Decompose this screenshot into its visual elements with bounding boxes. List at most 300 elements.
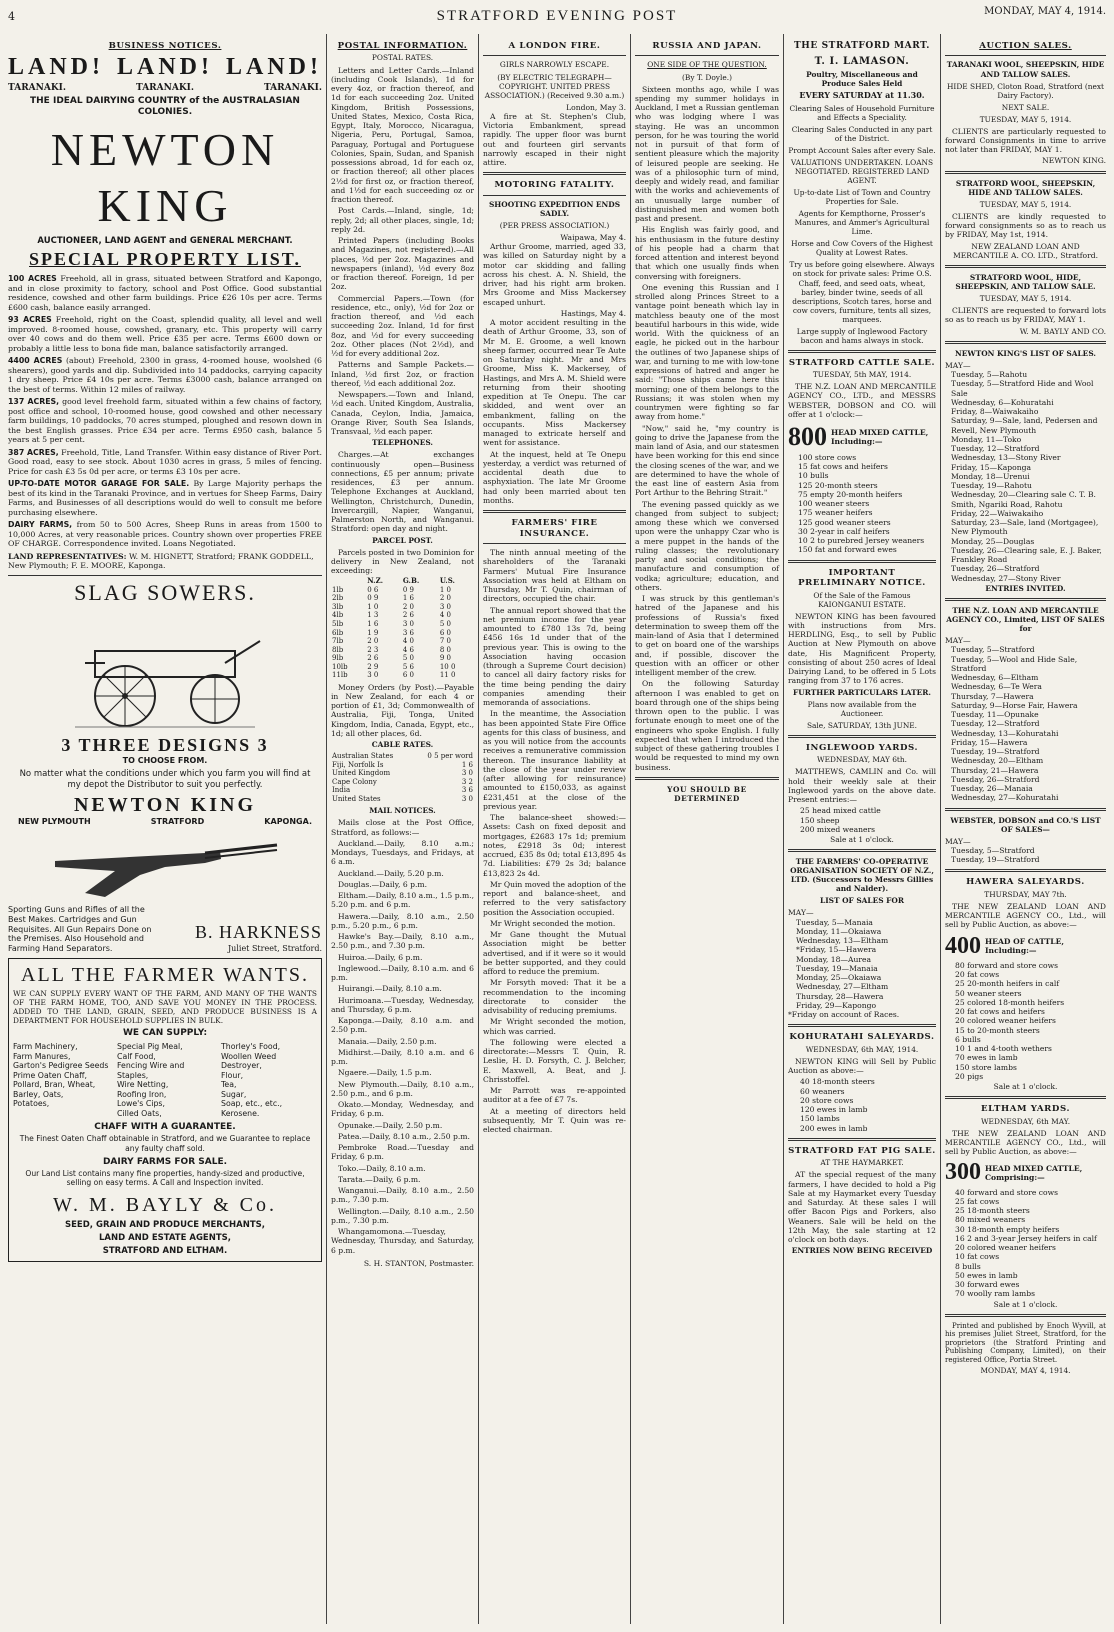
table-row [331, 637, 474, 646]
table-row [331, 786, 474, 795]
property-item: 93 ACRES Freehold, right on the Coast, splendid quality, all level and well improved. 8-roomed house, cowshed, granary, etc. This property will carry over 40 cows and do them well. Price £35 per acre. Terms £600 down or probably a little less to bona fide man, balance satisfactorily arranged. [8, 315, 322, 353]
mail-item: Hurimoana.—Tuesday, Wednesday, and Thursday, 6 p.m. [331, 995, 474, 1014]
table-cell: 2 6 [402, 611, 414, 620]
head-count: 800 [788, 422, 827, 452]
cattle-intro: THE N.Z. LOAN AND MERCANTILE AGENCY CO., LTD., and MESSRS WEBSTER, DOBSON and CO. will offer at 1 o'clock:— [788, 382, 936, 419]
sale-item: Tuesday, 5—Wool and Hide Sale, Stratford [951, 654, 1078, 673]
cattle-item: 16 2 and 3-year Jersey heifers in calf [955, 1233, 1097, 1243]
headline-farmers-fire-insurance: FARMERS' FIRE INSURANCE. [511, 518, 598, 539]
table-cell: 2lb [332, 594, 344, 603]
cattle-item: 80 forward and store cows [955, 960, 1058, 970]
mart-sub: Poultry, Miscellaneous and Produce Sales Held [806, 70, 918, 89]
table-cell: 4 6 [402, 645, 414, 654]
supply-column: Thorley's Food, Woollen Weed Destroyer, Flour, Tea, Sugar, Soap, etc., etc., Kerosene. [221, 1042, 283, 1118]
property-item: UP-TO-DATE MOTOR GARAGE FOR SALE. By Large Majority perhaps the best of its kind in the Taranaki Province, and in vertues for Sheep Farms, Dairy Farms, and Businesses of all descriptions would do well to consult me before purchasing elsewhere. [8, 479, 322, 517]
three-designs: 3 THREE DESIGNS 3 [61, 734, 269, 755]
sale-item: Saturday, 9—Sale, land, Pedersen and Revell, New Plymouth [951, 416, 1098, 435]
every-saturday: EVERY SATURDAY at 11.30. [799, 90, 925, 101]
postal-heading: POSTAL INFORMATION. [337, 41, 468, 51]
nk-list-heading: NEWTON KING'S LIST OF SALES. [955, 348, 1096, 358]
insurance-article [483, 548, 626, 1134]
column-mart-sales [783, 34, 940, 1624]
table-cell: 3 6 [461, 786, 473, 795]
mart-line: Agents for Kempthorne, Prosser's Manures, and Ammer's Agricultural Lime. [794, 209, 930, 237]
cattle-item: 10 2 to purebred Jersey weaners [798, 536, 925, 546]
mail-item: Okato.—Monday, Wednesday, and Friday, 6 p.m. [331, 1100, 474, 1119]
town: STRATFORD [150, 817, 205, 827]
table-cell: 7 0 [439, 637, 451, 646]
mart-line: Try us before going elsewhere. Always on stock for private sales: Prime O.S. Chaff, feed, and seed oats, wheat, barley, binder twine, seeds of all descriptions, Scotch tares, horse and cow covers, furniture, tents all sizes, marquees. [789, 260, 935, 324]
postal-paragraph: Patterns and Sample Packets.—Inland, ½d first 2oz, or fraction thereof, ½d each additional 2oz. [331, 360, 474, 388]
mail-item: Opunake.—Daily, 2.50 p.m. [338, 1120, 443, 1130]
special-property-list-title: SPECIAL PROPERTY LIST. [29, 249, 301, 270]
sale-item: Tuesday, 19—Rahotu [951, 481, 1032, 491]
mail-item: Tarata.—Daily, 6 p.m. [338, 1174, 421, 1184]
cattle-item: 25 colored 18-month heifers [955, 997, 1065, 1007]
property-item: 137 ACRES, good level freehold farm, situated within a few chains of factory, post office and school, 10-roomed house, good cowshed and other necessary farm buildings, 10 paddocks, 70 acres stumped, ploughed and resown down in the best English grasses. Price £34 per acre. Terms £950 cash, balance 5 years at 5 per cent. [8, 397, 322, 445]
mart-line: Large supply of Inglewood Factory bacon and hams always in stock. [796, 326, 928, 345]
a2-sign: NEW ZEALAND LOAN AND MERCANTILE A. CO. LTD., Stratford. [952, 241, 1099, 260]
inglewood-heading: INGLEWOOD YARDS. [805, 742, 919, 753]
mail-notices-heading: MAIL NOTICES. [369, 806, 436, 816]
a3-date: TUESDAY, MAY 5, 1914. [979, 294, 1072, 304]
parcel-rate-table [331, 577, 474, 679]
table-cell: United States [332, 794, 381, 803]
table-cell: 2 6 [367, 654, 379, 663]
slag-sower-illustration [55, 611, 275, 731]
table-cell: 1 0 [367, 602, 379, 611]
cattle-item: 50 weaner steers [955, 988, 1022, 998]
sale-item: Friday, 22—Waiwakaiho [951, 508, 1044, 518]
column-russia-japan [630, 34, 783, 1624]
table-header-row [331, 577, 474, 586]
mail-intro: Mails close at the Post Office, Stratford, as follows:— [331, 818, 474, 837]
table-cell: 5 0 [402, 654, 414, 663]
dateline: London, May 3. [566, 102, 626, 112]
kohuratahi-date: WEDNESDAY, 6th MAY, 1914. [805, 1044, 919, 1054]
a3-heading: STRATFORD WOOL, HIDE, SHEEPSKIN, AND TALLOW SALE. [955, 273, 1096, 292]
sale-item: Wednesday, 6—Eltham [951, 673, 1039, 683]
can-supply-heading: WE CAN SUPPLY: [122, 1028, 208, 1039]
mart-lines [788, 104, 936, 345]
shotgun-illustration [45, 831, 285, 901]
slag-text: No matter what the conditions under which you farm you will find at my depot the Distributor to suit you perfectly. [19, 769, 311, 790]
sale-item: Monday, 25—Okaiawa [796, 973, 882, 983]
sale-item: Tuesday, 19—Stratford [951, 855, 1040, 865]
article-paragraph: In the meantime, the Association has been appointed State Fire Office agents for this class of business, and as you will notice from the accounts receives a remunerative commission thereon. The insurance liability at the close of the year under review (after allowing for reinsurance) amounted to £150,033, as against £231,451 at the close of the previous year. [483, 709, 626, 811]
bayly-sub: LAND AND ESTATE AGENTS, [98, 1233, 231, 1243]
wire-credit: (BY ELECTRIC TELEGRAPH—COPYRIGHT. UNITED PRESS ASSOCIATION.) (Received 9.30 a.m.) [484, 72, 625, 100]
mail-item: Pembroke Road.—Tuesday and Friday, 6 p.m. [331, 1143, 474, 1162]
mail-item: Midhirst.—Daily, 8.10 a.m. and 6 p.m. [331, 1047, 474, 1067]
hawera-items [945, 961, 1106, 1081]
eltham-close: Sale at 1 o'clock. [993, 1299, 1058, 1309]
headline-motoring-fatality: MOTORING FATALITY. [494, 180, 615, 191]
table-header-cell [331, 577, 366, 586]
a2-text: CLIENTS are kindly requested to forward consignments so as to reach us by FRIDAY, May 1st, 1914. [945, 211, 1106, 240]
sale-date: Sale, SATURDAY, 13th JUNE. [806, 720, 918, 730]
property-item: DAIRY FARMS, from 50 to 500 Acres, Sheep Runs in areas from 1500 to 10,000 Acres, at very reasonable prices. Country shown over properties FREE OF CHARGE. Correspondence invited. Loans Negotiated. [8, 520, 323, 549]
town: NEW PLYMOUTH [18, 817, 91, 827]
table-cell: 2 0 [439, 594, 451, 603]
table-row [331, 629, 474, 638]
table-row [331, 654, 474, 663]
sale-item: Tuesday, 26—Clearing sale, E. J. Baker, Frankley Road [951, 545, 1102, 565]
cattle-item: 200 ewes in lamb [800, 1123, 868, 1133]
parcel-post-heading: PARCEL POST. [372, 535, 433, 545]
sale-item: Tuesday, 5—Rahotu [951, 370, 1028, 380]
cattle-item: 30 forward ewes [955, 1280, 1020, 1290]
sale-item: Wednesday, 13—Eltham [796, 936, 889, 946]
table-cell: 9lb [332, 654, 344, 663]
article-paragraph: Sixteen months ago, while I was spending my summer holidays in Auckland, I met a Russian gentleman who was lodging where I was staying. He was an uncommon person, for he was touring the world not in pursuit of that form of sentient pleasure which the majority of leisured people are seeking. He was of a philosophic turn of mind, deeply and widely read, and familiar with the works and achievements of an unusually large number of distinguished men and women both past and present. [635, 84, 779, 224]
entries-text: ENTRIES NOW BEING RECEIVED [791, 1246, 933, 1256]
sale-item: Tuesday, 5—Manaia [796, 917, 873, 927]
table-cell: 7lb [332, 637, 344, 646]
sale-item: Wednesday, 27—Stony River [951, 573, 1061, 583]
head-count-text: HEAD MIXED CATTLE, Comprising:— [985, 1163, 1083, 1183]
cattle-item: 40 18-month steers [800, 1077, 875, 1087]
mail-item: Manaia.—Daily, 2.50 p.m. [338, 1036, 437, 1046]
cattle-item: 25 fat cows [955, 1196, 1000, 1206]
mart-line: Clearing Sales Conducted in any part of the District. [791, 125, 933, 144]
wire-credit: (PER PRESS ASSOCIATION.) [499, 220, 610, 230]
town: KAPONGA. [264, 817, 312, 827]
mail-item: Toko.—Daily, 8.10 a.m. [338, 1163, 426, 1173]
column-auction-sales [940, 34, 1110, 1624]
table-row [331, 795, 474, 804]
table-header-cell: U.S. [439, 576, 455, 586]
cattle-item: 125 20-month steers [798, 480, 878, 490]
hawera-heading: HAWERA SALEYARDS. [966, 877, 1085, 888]
supply-columns [13, 1042, 317, 1118]
a2-date: TUESDAY, MAY 5, 1914. [979, 199, 1072, 209]
cattle-item: 80 mixed weaners [955, 1215, 1026, 1225]
kohuratahi-items [788, 1077, 936, 1133]
table-cell: 2 3 [367, 645, 379, 654]
kohuratahi-text: NEWTON KING will Sell by Public Auction as above:— [788, 1056, 936, 1076]
sale-item: Wednesday, 20—Clearing sale C. T. B. Smith, Ngariki Road, Rahotu [951, 490, 1096, 509]
sale-item: Wednesday, 13—Stony River [951, 453, 1061, 463]
bayly-sub: STRATFORD AND ELTHAM. [102, 1246, 228, 1257]
dairy-sale-heading: DAIRY FARMS FOR SALE. [102, 1156, 228, 1167]
coop-items [788, 918, 936, 1011]
masthead [0, 0, 1114, 34]
dateline: Waipawa, May 4. [560, 232, 626, 242]
table-cell: 6 0 [402, 671, 414, 680]
dateline: Hastings, May 4. [560, 308, 626, 318]
cattle-sale-heading: STRATFORD CATTLE SALE. [788, 357, 936, 368]
table-row [331, 586, 474, 595]
pig-sale-sub: AT THE HAYMARKET. [820, 1158, 904, 1168]
farmer-wants-title: ALL THE FARMER WANTS. [21, 963, 309, 986]
article-paragraph: His English was fairly good, and his enthusiasm in the future destiny of his people had a charm that forced attention and interest beyond that which one usually finds when conversing with foreigners. [635, 225, 779, 281]
mart-line: VALUATIONS UNDERTAKEN. LOANS NEGOTIATED. REGISTERED LAND AGENT. [790, 158, 934, 186]
table-cell: 10lb [332, 662, 348, 671]
guns-text: Sporting Guns and Rifles of all the Best Makes. Cartridges and Gun Requisites. All Gun Repairs Done on the Premises. Also Household and Farming Hand Separators. [8, 905, 152, 954]
sale-item: Tuesday, 5—Stratford [951, 845, 1035, 855]
bayly-logo: W. M. BAYLY & Co. [52, 1194, 278, 1217]
farmer-wants-text: WE CAN SUPPLY EVERY WANT OF THE FARM, AND MANY OF THE WANTS OF THE FARM HOME, TOO, AND SAVE YOU MONEY IN THE PROCESS. ADDED TO THE LAND, GRAIN, SEED, AND PRODUCE BUSINESS IS A DEPARTMENT FOR HOUSEHOLD SUPPLIES IN BULK. [13, 989, 317, 1026]
postal-paragraph: Printed Papers (including Books and Magazines, not registered).—All places, ½d per 2oz. Magazines and newspapers (inland), ½d every 8oz or fraction thereof. Foreign, 1d per 2oz. [331, 236, 474, 292]
cattle-item: 200 mixed weaners [800, 824, 876, 834]
a1-heading: TARANAKI WOOL, SHEEPSKIN, HIDE AND TALLOW SALES. [946, 60, 1105, 79]
nk-sale-items [945, 370, 1106, 583]
webster-month: MAY— [945, 836, 971, 846]
cattle-400 [945, 932, 1106, 961]
eltham-date: WEDNESDAY, 6th MAY. [980, 1116, 1071, 1126]
table-cell: 5 6 [402, 662, 414, 671]
taranaki-word: TARANAKI. [135, 82, 195, 93]
cattle-item: 10 bulls [798, 471, 829, 481]
sale-item: Thursday, 28—Hawera [796, 991, 884, 1001]
table-cell: 1 6 [461, 760, 473, 769]
sale-item: Tuesday, 26—Stratford [951, 774, 1040, 784]
hawera-text: THE NEW ZEALAND LOAN AND MERCANTILE AGENCY CO., Ltd., will sell by Public Auction, as above:— [945, 901, 1106, 930]
mail-item: Wellington.—Daily, 8.10 a.m., 2.50 p.m., 7.30 p.m. [331, 1206, 474, 1225]
sale-item: Wednesday, 27—Kohuratahi [951, 793, 1059, 803]
cattle-item: 15 to 20-month steers [955, 1025, 1040, 1035]
sale-item: Wednesday, 20—Eltham [951, 756, 1044, 766]
cattle-item: 20 colored weaner heifers [955, 1243, 1056, 1253]
article-paragraph: The annual report showed that the net premium income for the year amounted to £780 13s 7d, being £456 16s 1d under that of the previous year. This is owing to the Association having occasion (through a Supreme Court decision) to cancel all dairy factory risks for the time being pending the dairy companies amending their memoranda of associations. [483, 605, 626, 708]
cattle-item: 50 ewes in lamb [955, 1270, 1018, 1280]
table-cell: 1 6 [367, 619, 379, 628]
newton-king-logo-2: NEWTON KING [73, 793, 257, 816]
pig-sale-text: AT the special request of the many farmers, I have decided to hold a Pig Sale at my Haymarket every Tuesday and Saturday. At these sales I will offer Bacon Pigs and Porkers, also Weaners. Sale will be held on the 12th May, the sale starting at 12 o'clock on both days. [788, 1170, 936, 1245]
article-paragraph: Mr Parrott was re-appointed auditor at a fee of £7 7s. [483, 1086, 626, 1105]
sale-item: Tuesday, 5—Stratford [951, 645, 1035, 655]
postmaster-signoff: S. H. STANTON, Postmaster. [363, 1258, 474, 1268]
cattle-item: 40 forward and store cows [955, 1187, 1058, 1197]
loan-sale-items [945, 645, 1106, 802]
cattle-item: 10 1 and 4-tooth wethers [955, 1044, 1052, 1054]
table-cell: United Kingdom [332, 769, 391, 778]
table-cell: 4 0 [402, 637, 414, 646]
mail-item: Huirangi.—Daily, 8.10 a.m. [338, 984, 442, 994]
cattle-300 [945, 1158, 1106, 1187]
table-cell: 3 0 [439, 602, 451, 611]
article-paragraph: The balance-sheet showed:—Assets: Cash on fixed deposit and mortgages, £2683 17s 1d; premium notes, £2918 3s 0d; interest accrued, £35 8s 0d; total £13,895 4s 7d. Liabilities: £79 2s 3d; balance £13,823 2s 4d. [483, 813, 626, 878]
article-paragraph: At a meeting of directors held subsequently, Mr T. Quin was re-elected chairman. [483, 1106, 626, 1135]
bayly-farmer-ad [8, 958, 322, 1262]
table-cell: 1 3 [367, 611, 379, 620]
sale-item: Monday, 25—Douglas [951, 536, 1035, 546]
table-cell: Australian States [332, 752, 394, 761]
russia-article [635, 85, 779, 772]
mail-item: Eltham.—Daily, 8.10 a.m., 1.5 p.m., 5.20 p.m. and 6 p.m. [331, 891, 474, 910]
article-paragraph: On the following Saturday afternoon I was enabled to get on board through one of the ships being thrown open to the public. I was fortunate enough to meet one of the engineers who spoke English. I fully expected that when I introduced the subject of these gathering troubles I would be requested to mind my own business. [635, 679, 779, 772]
table-cell: 3 0 [402, 619, 414, 628]
article-paragraph: Mr Wright seconded the motion, which was carried. [483, 1017, 626, 1036]
mail-item: Hawke's Bay.—Daily, 8.10 a.m., 2.50 p.m., and 7.30 p.m. [331, 932, 474, 951]
land-list-text: Our Land List contains many fine properties, handy-sized and productive, selling on easy terms. A Call and Inspection invited. [25, 1168, 305, 1187]
sale-item: *Friday, 15—Hawera [796, 945, 877, 955]
article-paragraph: Mr Gane thought the Mutual Association might be better advertised, and if it were so it would be better supported, and they could afford to reduce the premium. [483, 930, 626, 977]
slag-sowers-title: SLAG SOWERS. [74, 579, 256, 605]
article-paragraph: One evening this Russian and I strolled along Princes Street to a vantage point beneath which lay in matchless beauty one of the most beautiful harbours in this wide, wide world. With the quickness of an eagle, he picked out in the harbour the outlines of two Japanese ships of war, and turning to me with low-tone expressions of hatred and anger he said: "Those ships came here this morning; one of them belongs to the Russians; it was stolen when my countrymen were fighting so far away from home." [635, 282, 779, 422]
land-banner [8, 53, 322, 82]
head-count: 300 [945, 1159, 981, 1186]
eltham-heading: ELTHAM YARDS. [980, 1104, 1071, 1115]
head-count-text: HEAD OF CATTLE, Including:— [985, 936, 1065, 956]
pig-sale-heading: STRATFORD FAT PIG SALE. [788, 1145, 936, 1156]
plans-text: Plans now available from the Auctioneer. [807, 699, 917, 718]
article-paragraph: A fire at St. Stephen's Club, Victoria Embankment, spread rapidly. The upper floor was burnt out and fourteen girl servants narrowly escaped in their night attire. [483, 111, 626, 168]
tagline: THE IDEAL DAIRYING COUNTRY of the AUSTRALASIAN COLONIES. [30, 95, 300, 117]
mail-list [331, 839, 474, 1255]
article-paragraph: I was struck by this gentleman's hatred of the Japanese and his professions of Russia's fixed determination to sweep them off the main-land of Asia that I determined to get on board one of the warships and, if possible, discover the question with an officer or other intelligent member of the crew. [635, 594, 779, 678]
table-cell: 11 0 [439, 671, 456, 680]
column-postal-information [326, 34, 478, 1624]
table-cell: 0 5 per word [427, 752, 473, 761]
auction-heading: AUCTION SALES. [979, 41, 1072, 51]
table-cell: 6lb [332, 628, 344, 637]
table-cell: 8lb [332, 645, 344, 654]
table-row [331, 778, 474, 787]
coop-heading: THE FARMERS' CO-OPERATIVE ORGANISATION SOCIETY OF N.Z., LTD. (Successors to Messrs Gillies and Nalder). [790, 857, 934, 894]
property-item: 387 ACRES, Freehold, Title, Land Transfer. Within easy distance of River Port. Good road, easy to see stock. About 1030 acres in grass, 5 miles of fencing. Price for cash £3 5s 0d per acre, or terms £3 10s per acre. [8, 447, 322, 476]
sale-item: Tuesday, 11—Opunake [951, 710, 1039, 720]
a2-heading: STRATFORD WOOL, SHEEPSKIN, HIDE AND TALLOW SALES. [955, 178, 1096, 197]
sale-item: Tuesday, 19—Manaia [796, 963, 878, 973]
taranaki-row [8, 83, 322, 94]
a1-sign: NEWTON KING. [1042, 156, 1106, 166]
telephones-heading: TELEPHONES. [372, 438, 433, 448]
table-row [331, 769, 474, 778]
property-list [8, 274, 322, 549]
table-cell: 2 9 [367, 662, 379, 671]
table-row [331, 620, 474, 629]
coop-list-heading: LIST OF SALES FOR [820, 896, 904, 906]
property-item: 4400 ACRES (about) Freehold, 2300 in grass, 4-roomed house, woolshed (6 shearers), good yards and dip. Subdivided into 14 paddocks, carrying capacity 1 dry sheep. Price £4 10s per acre. Terms £3000 cash, balance arranged on the best of terms. Within 12 miles of railway. [8, 356, 323, 394]
headline-russia-japan: RUSSIA AND JAPAN. [652, 41, 762, 51]
sale-item: Wednesday, 6—Kohuratahi [951, 397, 1054, 407]
table-cell: 9 0 [439, 654, 451, 663]
cable-rate-table [331, 752, 474, 803]
mart-line: Up-to-date List of Town and Country Properties for Sale. [793, 188, 931, 207]
mart-owner: T. I. LAMASON. [814, 55, 910, 67]
subhead: ONE SIDE OF THE QUESTION. [647, 60, 767, 70]
taranaki-word: TARANAKI. [8, 82, 67, 93]
sale-item: Tuesday, 12—Stratford [951, 444, 1040, 454]
table-row [331, 603, 474, 612]
mail-item: Auckland.—Daily, 8.10 a.m.; Mondays, Tuesdays, and Fridays, at 6 a.m. [331, 838, 474, 867]
mart-line: Horse and Cow Covers of the Highest Quality at Lowest Rates. [791, 239, 933, 258]
sale-item: Tuesday, 12—Stratford [951, 719, 1040, 729]
sale-item: Wednesday, 13—Kohuratahi [951, 728, 1059, 738]
cattle-item: 25 20-month heifers in calf [955, 979, 1060, 989]
table-row [331, 752, 474, 761]
postal-paragraph: Commercial Papers.—Town (for residence, etc., only), ½d for 2oz or fraction thereof, and ½d each succeeding 2oz. Inland, 1d for first 8oz, and ½d for every succeeding 2oz. Other places (Not 2½d), and ½d for every additional 2oz. [331, 293, 474, 359]
cattle-item: 175 weaner heifers [798, 508, 873, 518]
table-row [331, 594, 474, 603]
cattle-item: 20 pigs [955, 1071, 984, 1081]
cattle-item: 30 2-year in calf heifers [798, 526, 890, 536]
cattle-item: 30 18-month empty heifers [955, 1224, 1060, 1234]
sale-item: Saturday, 23—Sale, land (Mortgagee), New Plymouth [951, 518, 1099, 537]
mail-item: Hawera.—Daily, 8.10 a.m., 2.50 p.m., 5.20 p.m., 6 p.m. [331, 911, 474, 930]
cattle-item: 100 weaner steers [798, 499, 870, 509]
bayly-sub: SEED, GRAIN AND PRODUCE MERCHANTS, [65, 1219, 265, 1230]
a1-place: HIDE SHED, Cloton Road, Stratford (next Dairy Factory). [946, 81, 1105, 100]
a3-sign: W. M. BAYLY AND CO. [1019, 326, 1106, 336]
postal-rates-heading: POSTAL RATES. [371, 53, 434, 63]
sale-item: Tuesday, 26—Stratford [951, 564, 1040, 574]
table-cell: 8 0 [439, 645, 451, 654]
sale-item: Tuesday, 19—Stratford [951, 747, 1040, 757]
table-cell: Cape Colony [332, 777, 377, 786]
byline: (By T. Doyle.) [682, 72, 732, 82]
next-sale: NEXT SALE. [1001, 102, 1050, 112]
footer-determined: YOU SHOULD BE DETERMINED [667, 784, 747, 803]
coop-month: MAY— [788, 908, 814, 918]
table-cell: 3 2 [461, 777, 473, 786]
sale-item: Thursday, 21—Hawera [951, 765, 1039, 775]
page-number: 4 [8, 10, 15, 23]
a1-text: CLIENTS are particularly requested to forward Consignments in time to arrive not later than FRIDAY, MAY 1. [945, 126, 1106, 155]
loan-list-heading: THE N.Z. LOAN AND MERCANTILE AGENCY CO., Limited, LIST OF SALES for [946, 605, 1105, 633]
cattle-item: 150 fat and forward ewes [798, 545, 897, 555]
eltham-text: THE NEW ZEALAND LOAN AND MERCANTILE AGENCY CO., Ltd., will sell by Public Auction, as above:— [945, 1128, 1106, 1157]
article-paragraph: The ninth annual meeting of the shareholders of the Taranaki Farmers' Mutual Fire Insurance Association was held at Eltham on Thursday, Mr T. Quin, chairman of directors, occupied the chair. [483, 548, 626, 604]
sale-item: Friday, 15—Kaponga [951, 462, 1031, 472]
cattle-item: 10 fat cows [955, 1252, 1000, 1262]
table-row [331, 671, 474, 680]
article-paragraph: Mr Forsyth moved: That it be a recommendation to the incoming directorate to consider the advisability of reducing premiums. [483, 978, 626, 1016]
choose-from: TO CHOOSE FROM. [122, 756, 208, 766]
article-paragraph: The following were elected a directorate:—Messrs T. Quin, R. Leslie, H. D. Forsyth, C. J. Belcher, E. Maxwell, A. Beat, and J. Chrisstoffel. [483, 1037, 626, 1084]
table-cell: 3 6 [402, 628, 414, 637]
mail-item: Huiroa.—Daily, 6 p.m. [338, 952, 423, 962]
cattle-item: 150 lambs [800, 1114, 840, 1124]
table-cell: Fiji, Norfolk Is [332, 760, 384, 769]
mail-item: Douglas.—Daily, 6 p.m. [338, 879, 427, 889]
table-cell: 4 0 [439, 611, 451, 620]
table-cell: 11lb [332, 671, 348, 680]
table-cell: 2 0 [402, 602, 414, 611]
coop-note: *Friday on account of Races. [788, 1010, 900, 1020]
loan-month: MAY— [945, 636, 971, 646]
article-paragraph: A motor accident resulting in the death of Arthur Groome, 33, son of Mr M. E. Groome, a well known sheep farmer, occurred near Te Aute on Saturday night. Mr and Mrs Groome, Miss K. Mackersey, of Hastings, and Mrs A. M. Shield were returning from their shooting expedition at Te Onepu. The car skidded, and went over an embankment, falling on the occupants. Miss Mackersey managed to extricate herself and went for assistance. [483, 318, 626, 448]
mart-heading: THE STRATFORD MART. [793, 41, 931, 51]
inglewood-date: WEDNESDAY, MAY 6th. [816, 755, 908, 765]
postal-paragraph: Letters and Letter Cards.—Inland (including Cook Islands), 1d for every 4oz, or fraction thereof, and 1d for each succeeding 2oz. United Kingdom, British Possessions, United States, Mexico, Costa Rica, Egypt, Italy, Morocco, Nicaragua, Nigeria, Peru, Portugal, Samoa, Paraguay, Portugal and Portuguese Colonies, Spain, Sudan, and Spanish possessions abroad, 1d for each oz, or fraction thereof; all other places 2½d for first oz, or fraction thereof, and 1½d for each succeeding oz or fraction thereof. [331, 65, 474, 205]
mail-item: Patea.—Daily, 8.10 a.m., 2.50 p.m. [338, 1131, 470, 1141]
head-count: 400 [945, 932, 981, 959]
table-row [331, 761, 474, 770]
table-cell: 0 9 [367, 594, 379, 603]
cattle-item: 150 sheep [800, 815, 840, 825]
chaff-text: The Finest Oaten Chaff obtainable in Stratford, and we Guarantee to replace any faulty chaff sold. [19, 1134, 311, 1153]
cattle-item: 20 fat cows and heifers [955, 1007, 1045, 1017]
column-news [478, 34, 630, 1624]
sale-item: Friday, 15—Hawera [951, 737, 1028, 747]
cattle-sale-date: TUESDAY, 5th MAY, 1914. [812, 370, 912, 380]
cattle-item: 150 store lambs [955, 1062, 1017, 1072]
mail-item: Inglewood.—Daily, 8.10 a.m. and 6 p.m. [331, 963, 474, 983]
article-paragraph: "Now," said he, "my country is going to drive the Japanese from the main land of Asia, and our statesmen have been working for this end since the closing scenes of the war, and we are determined to have the whole of the east line of eastern Asia from Port Arthur to the Behring Strait." [635, 423, 779, 498]
mart-line: Prompt Account Sales after every Sale. [788, 146, 936, 156]
mail-item: Ngaere.—Daily, 1.5 p.m. [338, 1068, 432, 1078]
mail-item: Kaponga.—Daily, 8.10 a.m. and 2.50 p.m. [331, 1016, 474, 1035]
head-count-text: HEAD MIXED CATTLE, Including:— [831, 427, 929, 447]
kohuratahi-heading: KOHURATAHI SALEYARDS. [789, 1032, 935, 1043]
imprint: Printed and published by Enoch Wyvill, at his premises Juliet Street, Stratford, for the proprietors (the Stratford Printing and Publishing Company, Limited), on their registered Office, Portia Street. [945, 1321, 1106, 1364]
article-paragraph: Mr Wright seconded the motion. [490, 918, 616, 928]
chaff-heading: CHAFF WITH A GUARANTEE. [94, 1122, 236, 1133]
table-cell: India [332, 786, 351, 795]
